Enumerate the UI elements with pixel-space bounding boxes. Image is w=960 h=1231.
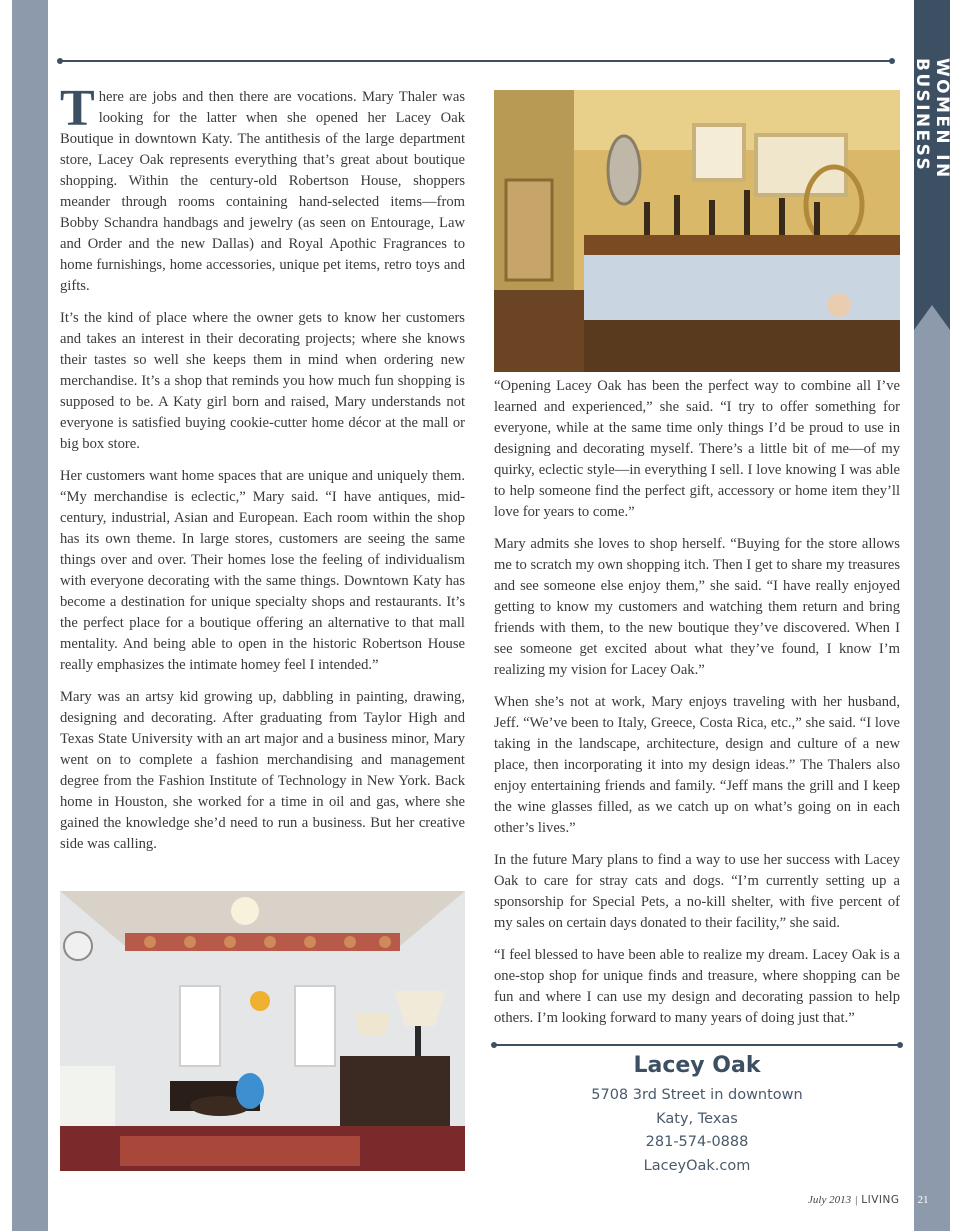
article-paragraph: It’s the kind of place where the owner gets to know her customers and takes an interest in their decorating projects; where she knows their tastes so well she keeps them in mind when ordering new merchandise. It’s a shop that reminds you how much fun shopping is supposed to be. A Katy girl born and raised, Mary understands not everyone is satisfied buying cookie-cutter home décor at the mall or big box store. <box>60 310 465 452</box>
top-rule <box>60 60 892 62</box>
article-paragraph: When she’s not at work, Mary enjoys traveling with her husband, Jeff. “We’ve been to Italy, Greece, Costa Rica, etc.,” she said. “I love taking in the landscape, architecture, design and culture of a new place, then incorporating it into my design ideas.” The Thalers also enjoy entertaining friends and family. “Jeff mans the grill and I keep the wine glasses filled, as we catch up on what’s going on in each other’s lives.” <box>494 694 900 836</box>
business-info-box <box>494 1052 900 1178</box>
article-paragraph: “Opening Lacey Oak has been the perfect way to combine all I’ve learned and experienced,” she said. “I try to offer something for everyone, while at the same time only things I’d be proud to use in designing and decorating myself. There’s a little bit of me—of my quirky, eclectic style—in everything I sell. I love knowing I was able to help someone find the perfect gift, accessory or home item they’ll love for years to come.” <box>494 378 900 520</box>
footer-magazine: LIVING <box>861 1194 900 1206</box>
boutique-display-case-photo <box>494 90 900 372</box>
section-tab-label: WOMEN IN BUSINESS <box>912 58 952 180</box>
info-rule <box>494 1044 900 1046</box>
article-paragraph: Mary was an artsy kid growing up, dabbling in painting, drawing, designing and decorating. After graduating from Taylor High and Texas State University with an art major and a business minor, Mary went on to complete a fashion merchandising and management degree from the Fashion Institute of Technology in New York. Back home in Houston, she worked for a time in oil and gas, where she gained the knowledge she’d need to run a business. But her creative side was calling. <box>60 689 465 852</box>
article-right-column <box>494 376 900 1040</box>
business-address-line2: Katy, Texas <box>656 1110 738 1127</box>
business-name: Lacey Oak <box>633 1053 761 1078</box>
left-side-bar <box>12 0 48 1231</box>
page-number: 21 <box>917 1194 929 1206</box>
article-left-column <box>60 80 465 866</box>
article-paragraph: In the future Mary plans to find a way to use her success with Lacey Oak to care for stray cats and dogs. “I’m currently setting up a sponsorship for Special Pets, a no-kill shelter, with five percent of my sales on certain days donated to their facility,” she said. <box>494 852 900 931</box>
footer-separator: | <box>855 1194 858 1206</box>
page-footer <box>808 1194 900 1206</box>
article-paragraph: There are jobs and then there are vocations. Mary Thaler was looking for the latter when she opened her Lacey Oak Boutique in downtown Katy. The antithesis of the large department store, Lacey Oak represents everything that’s great about boutique shopping. Within the century-old Robertson House, shoppers meander through rooms containing hand-selected items—from Bobby Schandra handbags and jewelry (as seen on Entourage, Law and Order and the new Dallas) and Royal Apothic Fragrances to home furnishings, home accessories, unique pet items, retro toys and gifts. <box>60 80 465 294</box>
business-website: LaceyOak.com <box>643 1157 751 1174</box>
footer-issue: July 2013 <box>808 1194 852 1206</box>
drop-cap: T <box>60 80 95 137</box>
business-address-line1: 5708 3rd Street in downtown <box>591 1087 803 1103</box>
article-paragraph: “I feel blessed to have been able to realize my dream. Lacey Oak is a one-stop shop for unique finds and treasure, where shopping can be fun and where I can use my design and decorating passion to help others. I’m looking forward to many years of doing just that.” <box>494 947 900 1026</box>
article-paragraph: Mary admits she loves to shop herself. “Buying for the store allows me to scratch my own shopping itch. Then I get to share my treasures and see someone else enjoy them,” she said. “I have really enjoyed getting to know my customers and watching them return and bring friends with them, to the new boutique they’ve discovered. When I see someone get excited about what they’ve found, I know I’m realizing my vision for Lacey Oak.” <box>494 536 900 678</box>
business-phone: 281-574-0888 <box>645 1134 749 1150</box>
article-paragraph: Her customers want home spaces that are unique and uniquely them. “My merchandise is eclectic,” Mary said. “I have antiques, mid-century, industrial, Asian and European. Each room within the shop has its own theme. In large stores, customers are seeing the same things over and over. Their homes lose the feeling of individualism with everyone decorating with the same things. Downtown Katy has become a destination for unique specialty shops and restaurants. It’s the perfect place for a boutique offering an alternative to that mall mentality. And being able to open in the historic Robertson House really emphasizes the intimate homey feel I intended.” <box>60 468 465 673</box>
boutique-room-photo <box>60 891 465 1171</box>
